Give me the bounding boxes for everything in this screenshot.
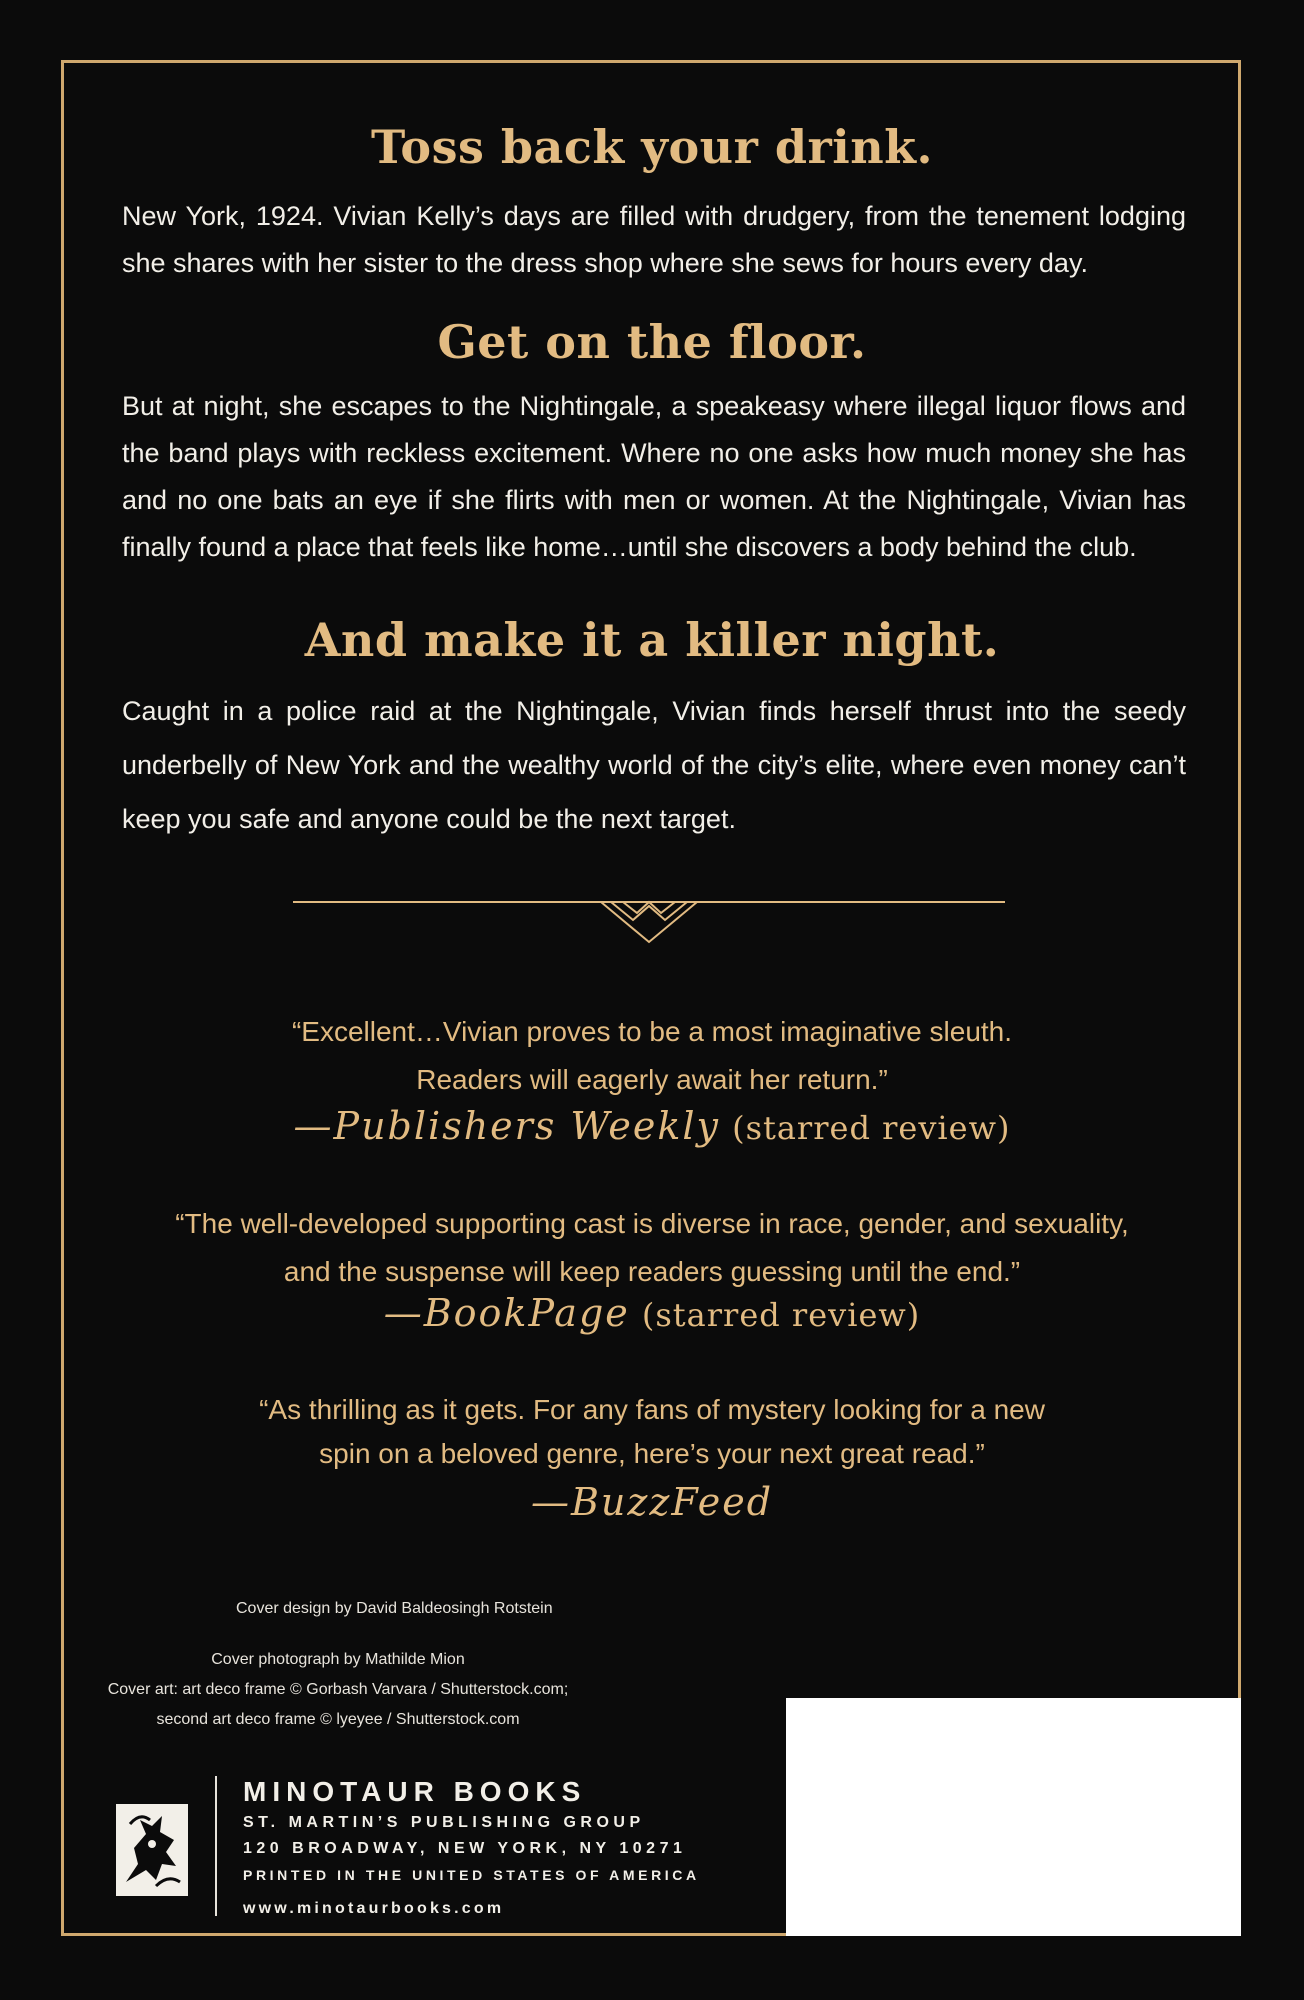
section-text-3: Caught in a police raid at the Nightingale, Vivian finds herself thrust into the seedy underbelly of New York and the wealthy world of the city’s elite, where even money can’t keep you safe and anyone could be the next target. (122, 696, 1186, 834)
section-heading-1: Toss back your drink. (370, 120, 934, 174)
cover-design-credit: Cover design by David Baldeosingh Rotstein (236, 1600, 553, 1617)
section-text-1: New York, 1924. Vivian Kelly’s days are filled with drudgery, from the tenement lodging she shares with her sister to the dress shop where she sews for hours every day. (122, 201, 1186, 278)
publisher-url[interactable]: www.minotaurbooks.com (243, 1900, 505, 1917)
minotaur-logo-icon (116, 1804, 188, 1896)
art-deco-divider-icon (293, 896, 1005, 946)
review-quote-line: “As thrilling as it gets. For any fans of mystery looking for a new (259, 1394, 1045, 1425)
review-quote-line: “Excellent…Vivian proves to be a most imaginative sleuth. (291, 1016, 1013, 1047)
review-quote-3 (0, 1388, 1304, 1476)
section-heading-3: And make it a killer night. (304, 613, 1000, 667)
review-quote-line: spin on a beloved genre, here’s your next great read.” (319, 1438, 985, 1469)
review-quote-1 (0, 1008, 1304, 1104)
review-source-name: —BuzzFeed (530, 1480, 774, 1524)
review-source-name: —Publishers Weekly (293, 1104, 720, 1148)
review-source-note: (starred review) (641, 1296, 921, 1334)
review-quote-line: “The well-developed supporting cast is diverse in race, gender, and sexuality, (175, 1208, 1129, 1239)
review-source-name: —BookPage (383, 1291, 630, 1335)
publisher-group: ST. MARTIN’S PUBLISHING GROUP (243, 1814, 645, 1831)
review-source-1 (0, 1104, 1304, 1148)
review-source-3 (0, 1480, 1304, 1524)
publisher-divider (215, 1776, 217, 1916)
barcode-area (786, 1698, 1241, 1936)
review-quote-2 (0, 1200, 1304, 1296)
review-quote-line: and the suspense will keep readers guessing until the end.” (283, 1256, 1021, 1287)
publisher-name: MINOTAUR BOOKS (243, 1776, 587, 1807)
cover-photo-credit: Cover photograph by Mathilde Mion (211, 1651, 465, 1668)
section-text-2: But at night, she escapes to the Nightingale, a speakeasy where illegal liquor flows and the band plays with reckless excitement. Where no one asks how much money she has and no one bats an eye if she flirts with men or women. At the Nightingale, Vivian has finally found a place that feels like home…until she discovers a body behind the club. (122, 391, 1186, 562)
review-source-2 (0, 1291, 1304, 1335)
review-source-note: (starred review) (732, 1109, 1011, 1147)
printed-in: PRINTED IN THE UNITED STATES OF AMERICA (243, 1867, 700, 1883)
review-quote-line: Readers will eagerly await her return.” (416, 1064, 888, 1095)
section-heading-2: Get on the floor. (437, 315, 867, 369)
publisher-address: 120 BROADWAY, NEW YORK, NY 10271 (243, 1840, 687, 1857)
cover-art-credit-2: second art deco frame © lyeyee / Shutterstock.com (156, 1711, 520, 1728)
cover-art-credit-1: Cover art: art deco frame © Gorbash Varvara / Shutterstock.com; (107, 1681, 569, 1698)
